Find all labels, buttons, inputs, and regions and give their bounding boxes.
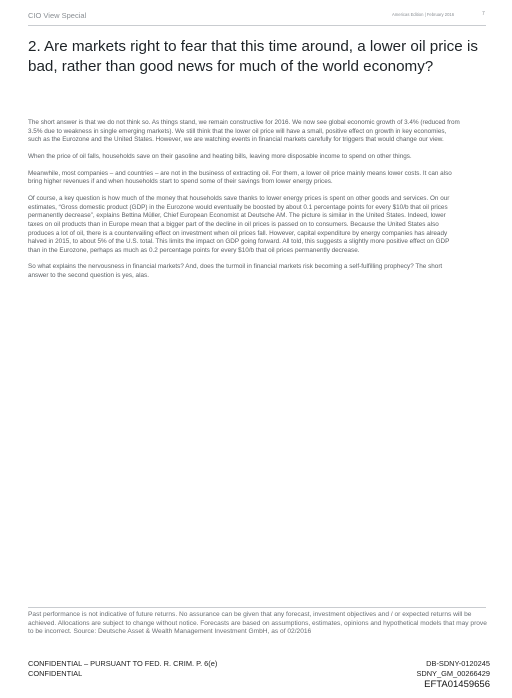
paragraph: Meanwhile, most companies – and countries – are not in the business of extracting oil. For them, a lower oil price mainly means lower costs. It can also bring higher revenues if and when households start to spend some of their savings from lower energy prices. bbox=[28, 169, 452, 186]
paragraph: So what explains the nervousness in financial markets? And, does the turmoil in financial markets risk becoming a self-fulfilling prophecy? The short answer to the second question is yes, alas. bbox=[28, 263, 443, 280]
confidential-stamp bbox=[28, 659, 217, 679]
bates-number: DB-SDNY-0120245 bbox=[426, 659, 490, 668]
running-header-edition: Americas Edition | February 2016 bbox=[392, 12, 455, 17]
disclaimer: Past performance is not indicative of future returns. No assurance can be given that any forecast, investment objectives and / or expected returns will be achieved. Allocations are subject to change without notice. Forecasts are based on assumptions, estimates, opinions and hypothetical models that may prove to be incorrect. Source: Deutsche Asset & Wealth Management Investment GmbH, as of 02/2016 bbox=[28, 611, 487, 636]
paragraph: Of course, a key question is how much of the money that households save thanks to lower energy prices is spent on other goods and services. On our estimates, “Gross domestic product (GDP) in the Eurozone would eventually be boosted by about 0.1 percentage points for every $10/b that oil prices permanently decrease”, explains Bettina Müller, Chief European Economist at Deutsche AM. The picture is similar in the United States. Indeed, lower taxes on oil products than in Europe mean that a bigger part of the decline in oil prices is passed on to consumers. Because the United States also produces a lot of oil, there is a countervailing effect on investment when oil prices fall. However, capital expenditure by energy companies has already halved in 2015, to about 5% of the U.S. total. This limits the impact on GDP going forward. All told, this suggests a slightly more positive effect on GDP than in the Eurozone, perhaps as much as 0.2 percentage points for every $10/b that oil prices permanently decrease. bbox=[28, 195, 450, 254]
bates-stamp bbox=[416, 659, 490, 691]
efta-number: EFTA01459656 bbox=[424, 679, 490, 690]
page-number: 7 bbox=[482, 11, 485, 17]
paragraph: The short answer is that we do not think so. As things stand, we remain constructive for 2016. We now see global economic growth of 3.4% (reduced from 3.5% due to weakness in single emerging markets). We still think that the lower oil price will have a small, positive effect on growth in key economies, such as the Eurozone and the United States. However, we are watching events in financial markets carefully for triggers that would change our view. bbox=[28, 119, 460, 144]
footer-divider bbox=[28, 607, 486, 608]
confidential-line: CONFIDENTIAL – PURSUANT TO FED. R. CRIM. P. 6(e) bbox=[28, 659, 218, 668]
running-header-title: CIO View Special bbox=[28, 11, 87, 20]
bates-number: SDNY_GM_00266429 bbox=[416, 669, 490, 678]
header-divider bbox=[28, 25, 486, 26]
body-text bbox=[28, 119, 460, 289]
confidential-line: CONFIDENTIAL bbox=[28, 669, 83, 678]
section-heading: 2. Are markets right to fear that this time around, a lower oil price is bad, rather than good news for much of the world economy? bbox=[28, 38, 478, 75]
paragraph: When the price of oil falls, households save on their gasoline and heating bills, leaving more disposable income to spend on other things. bbox=[28, 152, 412, 160]
